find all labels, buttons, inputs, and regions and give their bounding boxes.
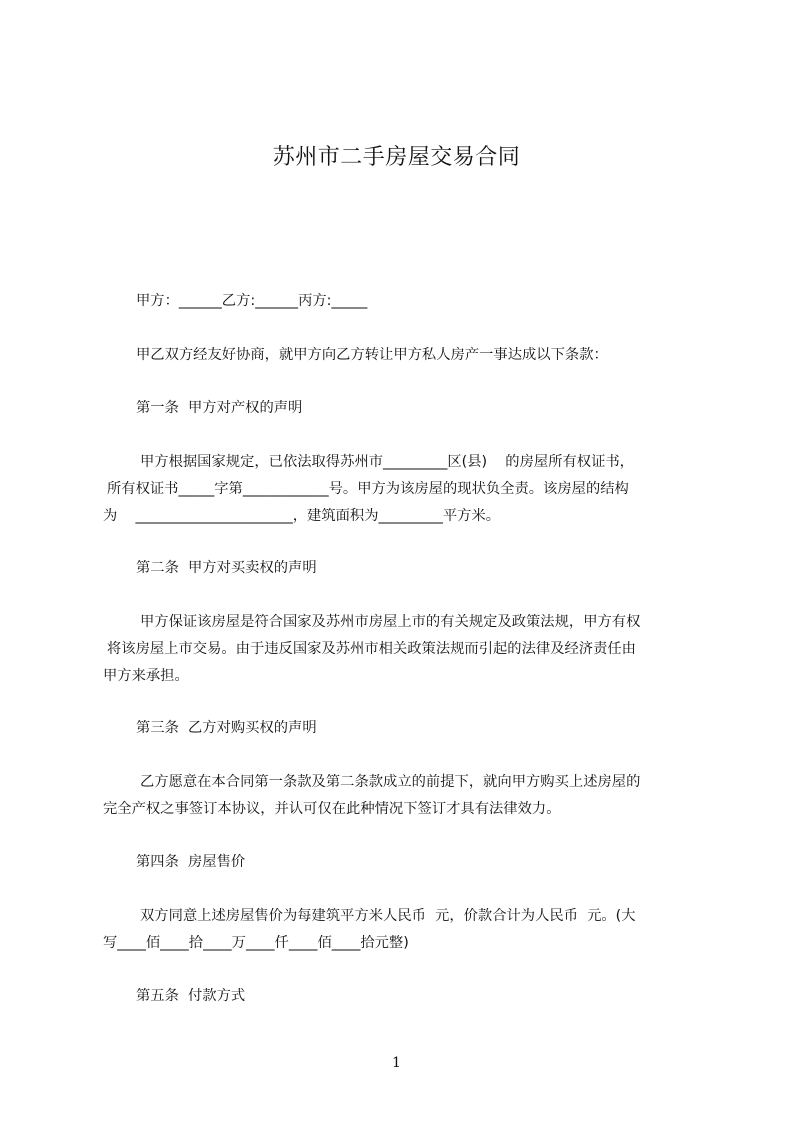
intro-paragraph: 甲乙双方经友好协商，就甲方向乙方转让甲方私人房产一事达成以下条款：: [136, 347, 608, 363]
article2-line: 甲方保证该房屋是符合国家及苏州市房屋上市的有关规定及政策法规，甲方有权: [140, 614, 641, 630]
document-title: 苏州市二手房屋交易合同: [272, 145, 521, 170]
article2-heading: 第二条 甲方对买卖权的声明: [136, 560, 317, 576]
article4-heading: 第四条 房屋售价: [136, 854, 246, 870]
article1-heading: 第一条 甲方对产权的声明: [136, 400, 303, 416]
article1-line: 为 ______________________，建筑面积为_________平方米。: [103, 508, 501, 524]
parties-line: 甲方：______乙方:______丙方:_____: [136, 293, 368, 309]
article3-line: 乙方愿意在本合同第一条款及第二条款成立的前提下，就向甲方购买上述房屋的: [140, 774, 641, 790]
page-number: 1: [392, 1055, 401, 1071]
article1-line: 所有权证书_____字第____________号。甲方为该房屋的现状负全责。该房屋的结构: [107, 481, 629, 497]
article3-line: 完全产权之事签订本协议，并认可仅在此种情况下签订才具有法律效力。: [103, 801, 561, 817]
article3-heading: 第三条 乙方对购买权的声明: [136, 720, 317, 736]
article5-heading: 第五条 付款方式: [136, 988, 246, 1004]
article2-line: 甲方来承担。: [103, 668, 189, 684]
article4-line: 写____佰____拾____万____仟____佰____拾元整): [103, 935, 409, 951]
article4-line: 双方同意上述房屋售价为每建筑平方米人民币 元，价款合计为人民币 元。(大: [140, 908, 636, 924]
article1-line: 甲方根据国家规定，已依法取得苏州市_________区(县) 的房屋所有权证书，: [140, 454, 634, 470]
article2-line: 将该房屋上市交易。由于违反国家及苏州市相关政策法规而引起的法律及经济责任由: [107, 641, 636, 657]
